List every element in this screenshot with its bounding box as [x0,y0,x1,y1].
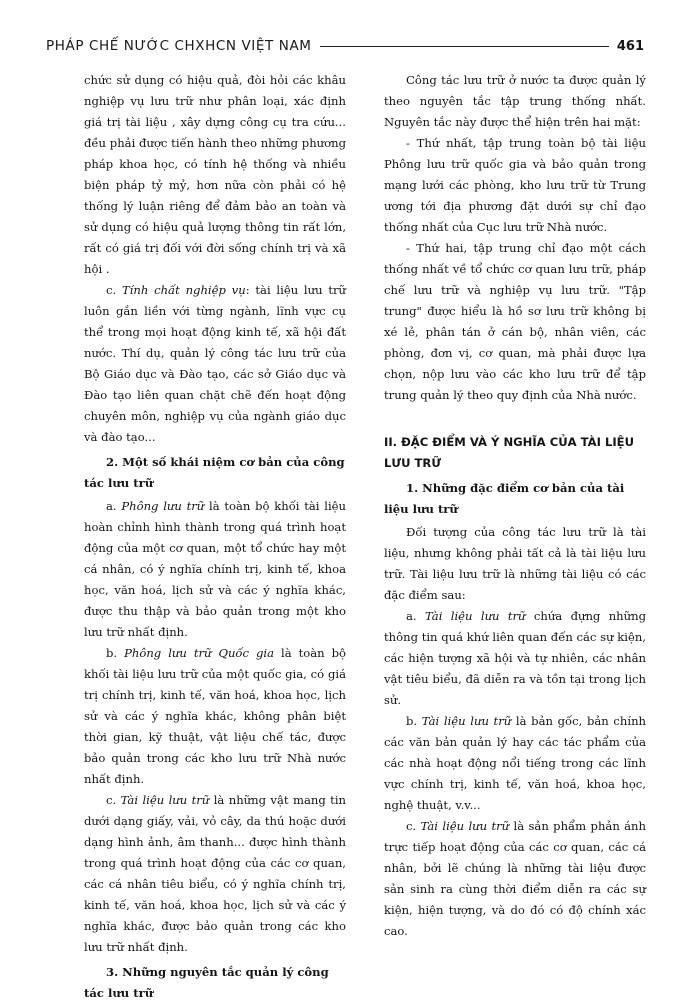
italic-term: Tài liệu lưu trữ [420,819,510,833]
header-title: PHÁP CHẾ NƯỚC CHXHCN VIỆT NAM [46,38,312,54]
italic-term: Phông lưu trữ Quốc gia [124,646,275,660]
right-column [384,70,646,942]
italic-term: Tài liệu lưu trữ [120,793,210,807]
paragraph: b. Phông lưu trữ Quốc gia là toàn bộ khối tài liệu lưu trữ của một quốc gia, có giá trị chính trị, kinh tế, văn hoá, khoa học, lịch sử và các ý nghĩa khác, không phân biệt thời gian, kỹ thuật, vật liệu chế tác, được bảo quản trong các kho lưu trữ Nhà nước nhất định. [84,646,346,786]
paragraph: c. Tài liệu lưu trữ là những vật mang tin dưới dạng giấy, vải, vỏ cây, da thú hoặc dưới dạng hình ảnh, âm thanh... được hình thành trong quá trình hoạt động của các cơ quan, các cá nhân tiêu biểu, có ý nghĩa chính trị, kinh tế, văn hoá, khoa học, lịch sử và các ý nghĩa khác, được bảo quản trong các kho lưu trữ nhất định. [84,793,346,954]
paragraph: c. Tài liệu lưu trữ là sản phẩm phản ánh trực tiếp hoạt động của các cơ quan, các cá nhân, bởi lẽ chúng là những tài liệu được sản sinh ra cùng thời điểm diễn ra các sự kiện, hiện tượng, và do đó có độ chính xác cao. [384,819,646,938]
section-heading: II. ĐẶC ĐIỂM VÀ Ý NGHĨA CỦA TÀI LIỆU LƯU TRỮ [384,435,634,470]
subsection-heading: 1. Những đặc điểm cơ bản của tài liệu lưu trữ [384,481,625,516]
paragraph: - Thứ hai, tập trung chỉ đạo một cách thống nhất về tổ chức cơ quan lưu trữ, pháp chế lưu trữ và nghiệp vụ lưu trữ. "Tập trung" được hiểu là hồ sơ lưu trữ không bị xé lẻ, phân tán ở cán bộ, nhân viên, các phòng, đơn vị, cơ quan, mà phải được lựa chọn, nộp lưu vào các kho lưu trữ để tập trung quản lý theo quy định của Nhà nước. [384,241,646,402]
paragraph: chức sử dụng có hiệu quả, đòi hỏi các khâu nghiệp vụ lưu trữ như phân loại, xác định giá trị tài liệu , xây dựng công cụ tra cứu... đều phải được tiến hành theo những phương pháp khoa học, có tính hệ thống và nhiều biện pháp tỷ mỷ, hơn nữa còn phải có hệ thống lý luận riêng để đảm bảo an toàn và sử dụng có hiệu quả lượng thông tin rất lớn, rất có giá trị đối với đời sống chính trị và xã hội . [84,73,346,276]
paragraph: - Thứ nhất, tập trung toàn bộ tài liệu Phông lưu trữ quốc gia và bảo quản trong mạng lưới các phòng, kho lưu trữ từ Trung ương tới địa phương đặt dưới sự chỉ đạo thống nhất của Cục lưu trữ Nhà nước. [384,136,646,234]
subsection-heading: 3. Những nguyên tắc quản lý công tác lưu trữ [84,965,329,1000]
italic-term: Phông lưu trữ [121,499,205,513]
subsection-heading: 2. Một số khái niệm cơ bản của công tác lưu trữ [84,455,345,490]
paragraph: c. Tính chất nghiệp vụ: tài liệu lưu trữ luôn gắn liền với từng ngành, lĩnh vực cụ thể trong mọi hoạt động kinh tế, xã hội đất nước. Thí dụ, quản lý công tác lưu trữ của Bộ Giáo dục và Đào tạo, các sở Giáo dục và Đào tạo liên quan chặt chẽ đến hoạt động chuyên môn, nghiệp vụ của ngành giáo dục và đào tạo... [84,283,346,444]
italic-term: Tài liệu lưu trữ [424,609,526,623]
paragraph: Công tác lưu trữ ở nước ta được quản lý theo nguyên tắc tập trung thống nhất. Nguyên tắc này được thể hiện trên hai mặt: [384,73,646,129]
left-column [84,70,346,1006]
page-number: 461 [616,38,644,54]
header-rule [320,46,609,47]
paragraph: Đối tượng của công tác lưu trữ là tài liệu, nhưng không phải tất cả là tài liệu lưu trữ. Tài liệu lưu trữ là những tài liệu có các đặc điểm sau: [384,525,646,602]
paragraph: a. Tài liệu lưu trữ chứa đựng những thông tin quá khứ liên quan đến các sự kiện, các hiện tượng xã hội và tự nhiên, các nhân vật tiêu biểu, đã diễn ra và tồn tại trong lịch sử. [384,609,646,707]
italic-term: Tính chất nghiệp vụ [121,283,246,297]
paragraph: a. Phông lưu trữ là toàn bộ khối tài liệu hoàn chỉnh hình thành trong quá trình hoạt động của một cơ quan, một tổ chức hay một cá nhân, có ý nghĩa chính trị, kinh tế, khoa học, văn hoá, lịch sử và các ý nghĩa khác, được thu thập và bảo quản trong một kho lưu trữ nhất định. [84,499,346,639]
running-header [46,35,644,57]
paragraph: b. Tài liệu lưu trữ là bản gốc, bản chính các văn bản quản lý hay các tác phẩm của các nhà hoạt động nổi tiếng trong các lĩnh vực chính trị, kinh tế, văn hoá, khoa học, nghệ thuật, v.v... [384,714,647,812]
italic-term: Tài liệu lưu trữ [421,714,512,728]
